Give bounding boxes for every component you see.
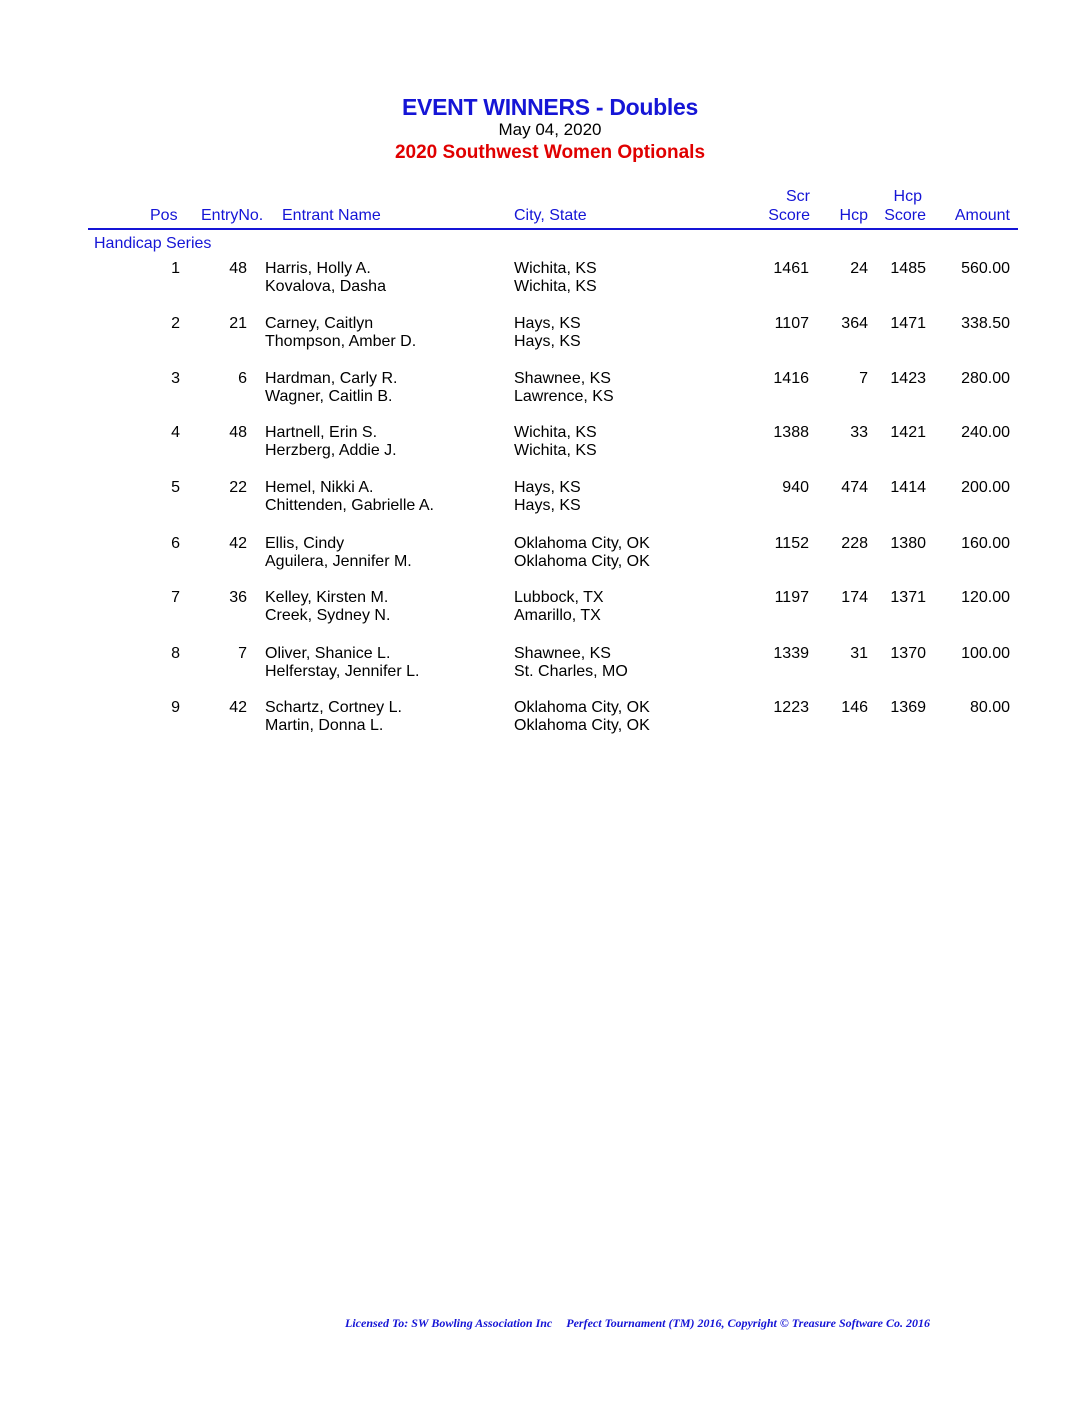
- col-entry-no: EntryNo.: [201, 207, 264, 224]
- col-city-state: City, State: [514, 207, 587, 224]
- col-scr-score-bottom: Score: [768, 207, 810, 224]
- hcp-score-cell: 1371: [890, 589, 926, 606]
- city-state-1: Wichita, KS: [514, 260, 597, 277]
- scr-score-cell: 1416: [773, 370, 809, 387]
- pos-cell: 6: [171, 535, 180, 552]
- entrant-name-2: Chittenden, Gabrielle A.: [265, 497, 434, 514]
- city-state-1: Oklahoma City, OK: [514, 535, 650, 552]
- entry-cell: 6: [238, 370, 247, 387]
- pos-cell: 2: [171, 315, 180, 332]
- hcp-cell: 7: [859, 370, 868, 387]
- city-state-1: Hays, KS: [514, 479, 581, 496]
- col-entrant-name: Entrant Name: [282, 207, 381, 224]
- col-hcp: Hcp: [839, 207, 868, 224]
- table-row: [0, 699, 1088, 739]
- tournament-name: 2020 Southwest Women Optionals: [394, 142, 706, 163]
- entrant-name-1: Schartz, Cortney L.: [265, 699, 402, 716]
- city-state-2: Oklahoma City, OK: [514, 717, 650, 734]
- entrant-name-1: Hemel, Nikki A.: [265, 479, 374, 496]
- entrant-name-1: Harris, Holly A.: [265, 260, 371, 277]
- report-date: May 04, 2020: [498, 120, 602, 139]
- scr-score-cell: 1197: [774, 589, 809, 606]
- section-label: Handicap Series: [94, 235, 212, 252]
- hcp-cell: 146: [841, 699, 868, 716]
- table-row: [0, 370, 1088, 410]
- city-state-2: Oklahoma City, OK: [514, 553, 650, 570]
- col-hcp-score-bottom: Score: [884, 207, 926, 224]
- footer-copyright: Perfect Tournament (TM) 2016, Copyright © Treasure Software Co. 2016: [566, 1316, 931, 1330]
- entrant-name-2: Thompson, Amber D.: [265, 333, 417, 350]
- table-row: [0, 645, 1088, 685]
- city-state-1: Wichita, KS: [514, 424, 597, 441]
- pos-cell: 5: [171, 479, 180, 496]
- hcp-score-cell: 1421: [890, 424, 926, 441]
- entry-cell: 21: [229, 315, 247, 332]
- entrant-name-2: Aguilera, Jennifer M.: [265, 553, 412, 570]
- hcp-score-cell: 1414: [890, 479, 926, 496]
- scr-score-cell: 1223: [773, 699, 809, 716]
- entrant-name-2: Martin, Donna L.: [265, 717, 384, 734]
- col-amount: Amount: [954, 207, 1010, 224]
- city-state-2: Amarillo, TX: [514, 607, 601, 624]
- col-scr-score-top: Scr: [786, 188, 810, 205]
- scr-score-cell: 1339: [773, 645, 809, 662]
- city-state-2: Lawrence, KS: [514, 388, 614, 405]
- city-state-2: St. Charles, MO: [514, 663, 628, 680]
- entrant-name-1: Oliver, Shanice L.: [265, 645, 391, 662]
- entrant-name-2: Wagner, Caitlin B.: [265, 388, 393, 405]
- header-rule: [88, 228, 1018, 230]
- entry-cell: 42: [229, 699, 247, 716]
- report-title: EVENT WINNERS - Doubles: [402, 94, 698, 120]
- col-hcp-score-top: Hcp: [893, 188, 922, 205]
- footer: [345, 1316, 930, 1331]
- entrant-name-2: Helferstay, Jennifer L.: [265, 663, 420, 680]
- entry-cell: 7: [238, 645, 247, 662]
- entry-cell: 36: [229, 589, 247, 606]
- footer-license: Licensed To: SW Bowling Association Inc: [345, 1316, 553, 1330]
- hcp-cell: 364: [841, 315, 868, 332]
- amount-cell: 100.00: [961, 645, 1010, 662]
- city-state-2: Hays, KS: [514, 497, 581, 514]
- city-state-1: Hays, KS: [514, 315, 581, 332]
- amount-cell: 280.00: [961, 370, 1010, 387]
- hcp-cell: 174: [841, 589, 868, 606]
- entrant-name-1: Hartnell, Erin S.: [265, 424, 378, 441]
- amount-cell: 80.00: [969, 699, 1010, 716]
- city-state-2: Hays, KS: [514, 333, 581, 350]
- col-pos: Pos: [150, 207, 178, 224]
- amount-cell: 160.00: [961, 535, 1010, 552]
- city-state-1: Shawnee, KS: [514, 645, 611, 662]
- entry-cell: 22: [229, 479, 247, 496]
- table-row: [0, 424, 1088, 464]
- hcp-score-cell: 1423: [890, 370, 926, 387]
- pos-cell: 3: [171, 370, 180, 387]
- pos-cell: 4: [171, 424, 180, 441]
- hcp-score-cell: 1369: [890, 699, 926, 716]
- scr-score-cell: 1461: [773, 260, 809, 277]
- table-row: [0, 535, 1088, 575]
- entrant-name-2: Herzberg, Addie J.: [265, 442, 397, 459]
- table-row: [0, 479, 1088, 519]
- entrant-name-2: Creek, Sydney N.: [265, 607, 391, 624]
- hcp-cell: 228: [841, 535, 868, 552]
- table-row: [0, 589, 1088, 629]
- scr-score-cell: 1388: [773, 424, 809, 441]
- table-row: [0, 315, 1088, 355]
- amount-cell: 200.00: [961, 479, 1010, 496]
- hcp-cell: 474: [841, 479, 868, 496]
- entry-cell: 48: [229, 260, 247, 277]
- hcp-score-cell: 1471: [890, 315, 926, 332]
- scr-score-cell: 1107: [774, 315, 809, 332]
- scr-score-cell: 1152: [774, 535, 809, 552]
- entrant-name-2: Kovalova, Dasha: [265, 278, 386, 295]
- hcp-score-cell: 1380: [890, 535, 926, 552]
- entry-cell: 48: [229, 424, 247, 441]
- pos-cell: 1: [171, 260, 180, 277]
- entrant-name-1: Carney, Caitlyn: [265, 315, 374, 332]
- amount-cell: 240.00: [961, 424, 1010, 441]
- pos-cell: 7: [171, 589, 180, 606]
- entry-cell: 42: [229, 535, 247, 552]
- hcp-cell: 24: [850, 260, 868, 277]
- table-row: [0, 260, 1088, 300]
- entrant-name-1: Kelley, Kirsten M.: [265, 589, 389, 606]
- entrant-name-1: Hardman, Carly R.: [265, 370, 398, 387]
- scr-score-cell: 940: [782, 479, 809, 496]
- entrant-name-1: Ellis, Cindy: [265, 535, 345, 552]
- hcp-score-cell: 1485: [890, 260, 926, 277]
- city-state-1: Shawnee, KS: [514, 370, 611, 387]
- city-state-1: Lubbock, TX: [514, 589, 604, 606]
- amount-cell: 338.50: [961, 315, 1010, 332]
- pos-cell: 9: [171, 699, 180, 716]
- city-state-1: Oklahoma City, OK: [514, 699, 650, 716]
- pos-cell: 8: [171, 645, 180, 662]
- city-state-2: Wichita, KS: [514, 442, 597, 459]
- hcp-score-cell: 1370: [890, 645, 926, 662]
- city-state-2: Wichita, KS: [514, 278, 597, 295]
- hcp-cell: 31: [850, 645, 868, 662]
- amount-cell: 560.00: [961, 260, 1010, 277]
- hcp-cell: 33: [850, 424, 868, 441]
- amount-cell: 120.00: [961, 589, 1010, 606]
